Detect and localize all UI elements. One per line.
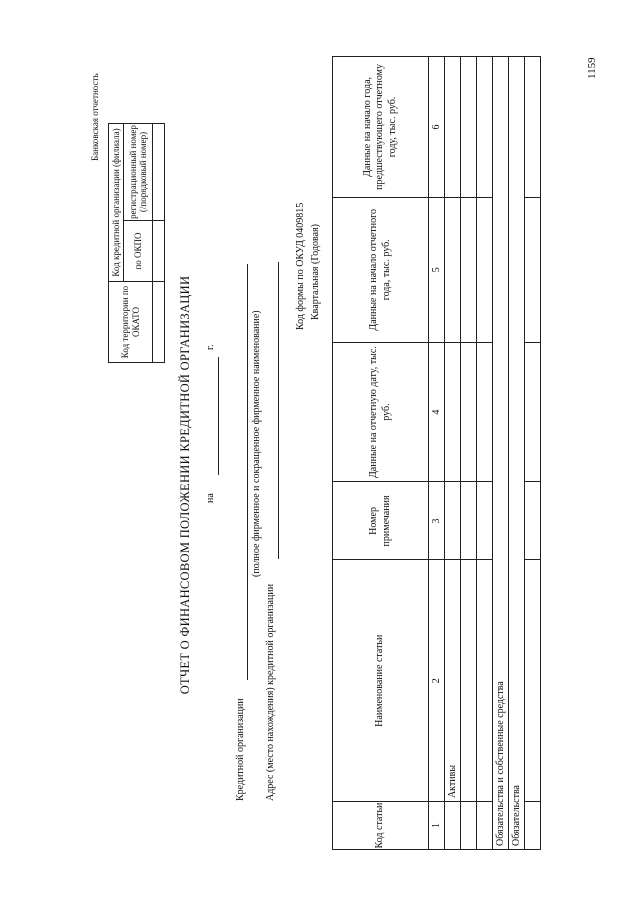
row-note-cell[interactable]	[445, 482, 461, 560]
okud-code-table	[108, 123, 165, 363]
table-row	[509, 57, 525, 850]
table-row	[525, 57, 541, 850]
row-code-cell[interactable]	[525, 802, 541, 850]
okpo-cell[interactable]	[153, 221, 165, 282]
section-header-liabilities-equity: Обязательства и собственные средства	[493, 57, 509, 850]
row-value-cell[interactable]	[445, 342, 461, 482]
org-code-header: Код кредитной организации (филиала)	[109, 124, 124, 282]
table-row	[461, 57, 477, 850]
form-period: Квартальная (Годовая)	[310, 223, 321, 320]
table-row	[477, 57, 493, 850]
address-fill-line[interactable]	[278, 262, 279, 559]
col-header-reporting-date: Данные на отчетную дату, тыс. руб.	[333, 342, 429, 482]
col-header-name: Наименование статьи	[333, 560, 429, 802]
territory-code-cell[interactable]	[153, 282, 165, 363]
address-label: Адрес (место нахождения) кредитной организации	[265, 583, 276, 801]
date-suffix: г.	[205, 344, 216, 350]
row-label-cell	[461, 560, 477, 802]
row-note-cell[interactable]	[477, 482, 493, 560]
row-label-cell: Активы	[445, 560, 461, 802]
reg-number-header: регистрационный номер (/порядковый номер)	[124, 124, 153, 221]
col-number: 1	[429, 802, 445, 850]
section-header-liabilities: Обязательства	[509, 57, 525, 850]
row-note-cell[interactable]	[525, 482, 541, 560]
col-number: 3	[429, 482, 445, 560]
org-name-caption: (полное фирменное и сокращенное фирменное наименование)	[251, 310, 262, 577]
row-note-cell[interactable]	[461, 482, 477, 560]
row-code-cell[interactable]	[445, 802, 461, 850]
row-value-cell[interactable]	[461, 197, 477, 342]
financial-position-table	[332, 56, 541, 850]
row-label-cell	[525, 560, 541, 802]
reg-number-cell[interactable]	[153, 124, 165, 221]
okud-form-code: Код формы по ОКУД 0409815	[295, 202, 306, 330]
page-title: ОТЧЕТ О ФИНАНСОВОМ ПОЛОЖЕНИИ КРЕДИТНОЙ ОРГАНИЗАЦИИ	[178, 275, 192, 695]
row-value-cell[interactable]	[461, 342, 477, 482]
col-number: 2	[429, 560, 445, 802]
col-number: 6	[429, 57, 445, 198]
okpo-header: по ОКПО	[124, 221, 153, 282]
bank-reporting-label: Банковская отчетность	[90, 73, 100, 161]
org-name-fill-line[interactable]	[247, 264, 248, 680]
col-header-year-start: Данные на начало отчетного года, тыс. руб.	[333, 197, 429, 342]
territory-code-header: Код территории по ОКАТО	[109, 282, 153, 363]
row-code-cell[interactable]	[461, 802, 477, 850]
row-label-cell	[477, 560, 493, 802]
org-label: Кредитной организации	[235, 698, 246, 801]
col-number: 4	[429, 342, 445, 482]
row-code-cell[interactable]	[477, 802, 493, 850]
row-value-cell[interactable]	[461, 57, 477, 198]
row-value-cell[interactable]	[477, 342, 493, 482]
col-header-code: Код статьи	[333, 802, 429, 850]
row-value-cell[interactable]	[477, 197, 493, 342]
col-number: 5	[429, 197, 445, 342]
date-fill-line[interactable]	[218, 357, 219, 475]
date-prefix: на	[205, 493, 216, 503]
row-value-cell[interactable]	[477, 57, 493, 198]
table-row	[445, 57, 461, 850]
table-row	[493, 57, 509, 850]
col-header-note: Номер примечания	[333, 482, 429, 560]
row-value-cell[interactable]	[525, 57, 541, 198]
row-value-cell[interactable]	[445, 197, 461, 342]
col-header-prev-year-start: Данные на начало года, предшествующего отчетному году, тыс. руб.	[333, 57, 429, 198]
row-value-cell[interactable]	[525, 342, 541, 482]
row-value-cell[interactable]	[525, 197, 541, 342]
column-number-row	[429, 57, 445, 850]
row-value-cell[interactable]	[445, 57, 461, 198]
page-number: 1159	[586, 57, 598, 79]
